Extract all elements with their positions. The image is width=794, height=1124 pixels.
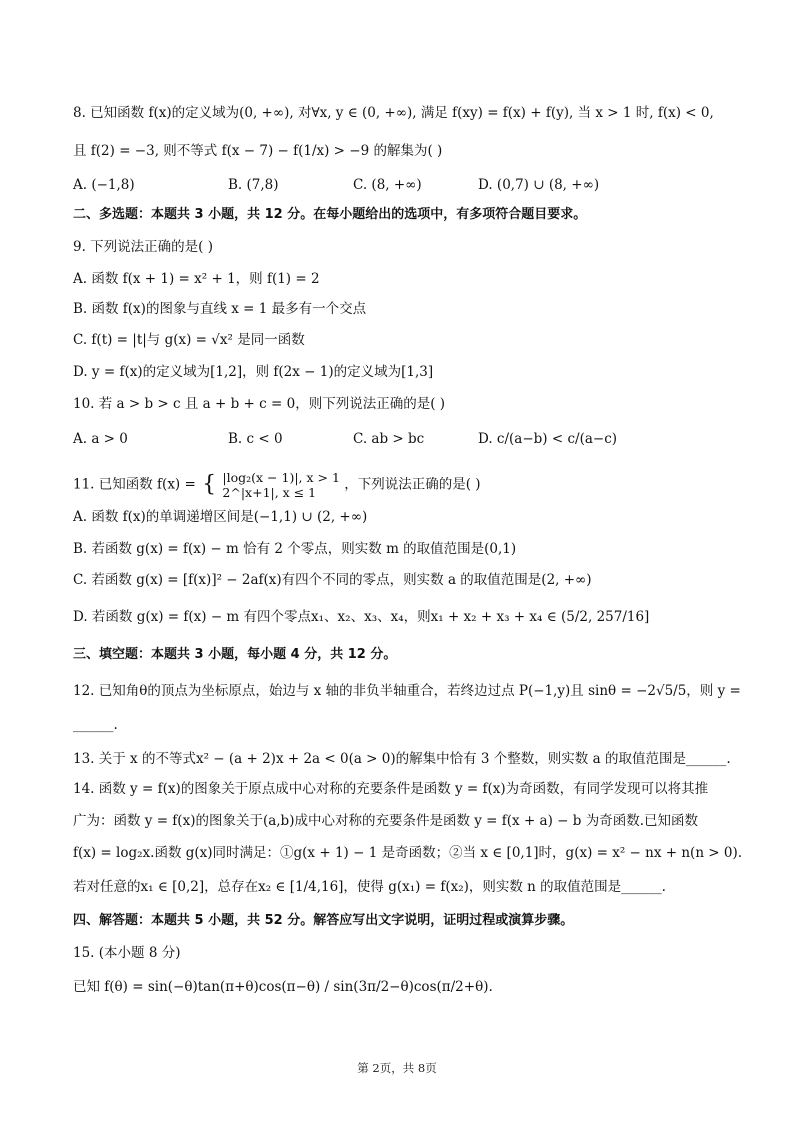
q12-line1: 12. 已知角θ的顶点为坐标原点，始边与 x 轴的非负半轴重合，若终边过点 P(−1,y)且 sinθ = −2√5/5，则 y = [73, 683, 741, 699]
q8-option-a: A. (−1,8) [73, 177, 135, 193]
q9-option-c: C. f(t) = |t|与 g(x) = √x² 是同一函数 [73, 332, 305, 348]
q14-line1: 14. 函数 y = f(x)的图象关于原点成中心对称的充要条件是函数 y = f(x)为奇函数，有同学发现可以将其推 [73, 781, 709, 797]
q11-option-a: A. 函数 f(x)的单调递增区间是(−1,1) ∪ (2, +∞) [73, 509, 368, 525]
q11-case-2: 2^|x+1|, x ≤ 1 [222, 485, 317, 500]
q11-stem-post: ，下列说法正确的是( ) [344, 476, 481, 493]
q8-option-c: C. (8, +∞) [353, 177, 422, 193]
q10-option-b: B. c < 0 [228, 431, 283, 447]
section-2-heading: 二、多选题：本题共 3 小题，共 12 分。在每小题给出的选项中，有多项符合题目要求。 [73, 207, 587, 222]
q14-line3: f(x) = log₂x.函数 g(x)同时满足：①g(x + 1) − 1 是奇函数；②当 x ∈ [0,1]时，g(x) = x² − nx + n(n > 0). [73, 845, 743, 861]
q9-option-a: A. 函数 f(x + 1) = x² + 1，则 f(1) = 2 [73, 271, 320, 287]
q9-option-d: D. y = f(x)的定义域为[1,2]，则 f(2x − 1)的定义域为[1,3] [73, 364, 434, 380]
q12-line2: ______. [73, 717, 118, 733]
q11-option-c: C. 若函数 g(x) = [f(x)]² − 2af(x)有四个不同的零点，则实数 a 的取值范围是(2, +∞) [73, 572, 592, 588]
section-4-heading: 四、解答题：本题共 5 小题，共 52 分。解答应写出文字说明，证明过程或演算步骤。 [73, 913, 574, 928]
q11-stem [73, 470, 481, 500]
q13-stem: 13. 关于 x 的不等式x² − (a + 2)x + 2a < 0(a > 0)的解集中恰有 3 个整数，则实数 a 的取值范围是______. [73, 751, 731, 767]
q8-option-d: D. (0,7) ∪ (8, +∞) [478, 177, 600, 193]
page-footer: 第 2页，共 8页 [357, 1061, 437, 1075]
q9-stem: 9. 下列说法正确的是( ) [73, 239, 213, 255]
q10-stem: 10. 若 a > b > c 且 a + b + c = 0，则下列说法正确的是( ) [73, 396, 446, 412]
q14-line4: 若对任意的x₁ ∈ [0,2]，总存在x₂ ∈ [1/4,16]，使得 g(x₁) = f(x₂)，则实数 n 的取值范围是______. [73, 879, 666, 895]
q10-option-d: D. c/(a−b) < c/(a−c) [478, 431, 618, 447]
q10-options [73, 430, 733, 448]
q11-stem-pre: 11. 已知函数 f(x) = [73, 476, 196, 493]
q9-option-b: B. 函数 f(x)的图象与直线 x = 1 最多有一个交点 [73, 301, 367, 317]
q11-option-b: B. 若函数 g(x) = f(x) − m 恰有 2 个零点，则实数 m 的取值范围是(0,1) [73, 541, 517, 557]
q11-case-1: |log₂(x − 1)|, x > 1 [222, 470, 340, 485]
q10-option-a: A. a > 0 [73, 431, 128, 447]
section-3-heading: 三、填空题：本题共 3 小题，每小题 4 分，共 12 分。 [73, 647, 397, 662]
q11-option-d: D. 若函数 g(x) = f(x) − m 有四个零点x₁、x₂、x₃、x₄，则x₁ + x₂ + x₃ + x₄ ∈ (5/2, 257/16] [73, 609, 650, 625]
q8-option-b: B. (7,8) [228, 177, 279, 193]
brace-icon: { [202, 472, 217, 497]
q11-piecewise [222, 470, 340, 500]
q10-option-c: C. ab > bc [353, 431, 425, 447]
q15-stem: 15. (本小题 8 分) [73, 945, 181, 961]
q8-line2: 且 f(2) = −3, 则不等式 f(x − 7) − f(1/x) > −9 的解集为( ) [73, 143, 443, 159]
q15-line: 已知 f(θ) = sin(−θ)tan(π+θ)cos(π−θ) / sin(3π/2−θ)cos(π/2+θ). [73, 979, 493, 995]
q8-options [73, 176, 733, 194]
q14-line2: 广为：函数 y = f(x)的图象关于(a,b)成中心对称的充要条件是函数 y = f(x + a) − b 为奇函数.已知函数 [73, 813, 698, 829]
q8-line1: 8. 已知函数 f(x)的定义域为(0, +∞), 对∀x, y ∈ (0, +∞), 满足 f(xy) = f(x) + f(y), 当 x > 1 时, f(x) < 0, [73, 105, 714, 121]
